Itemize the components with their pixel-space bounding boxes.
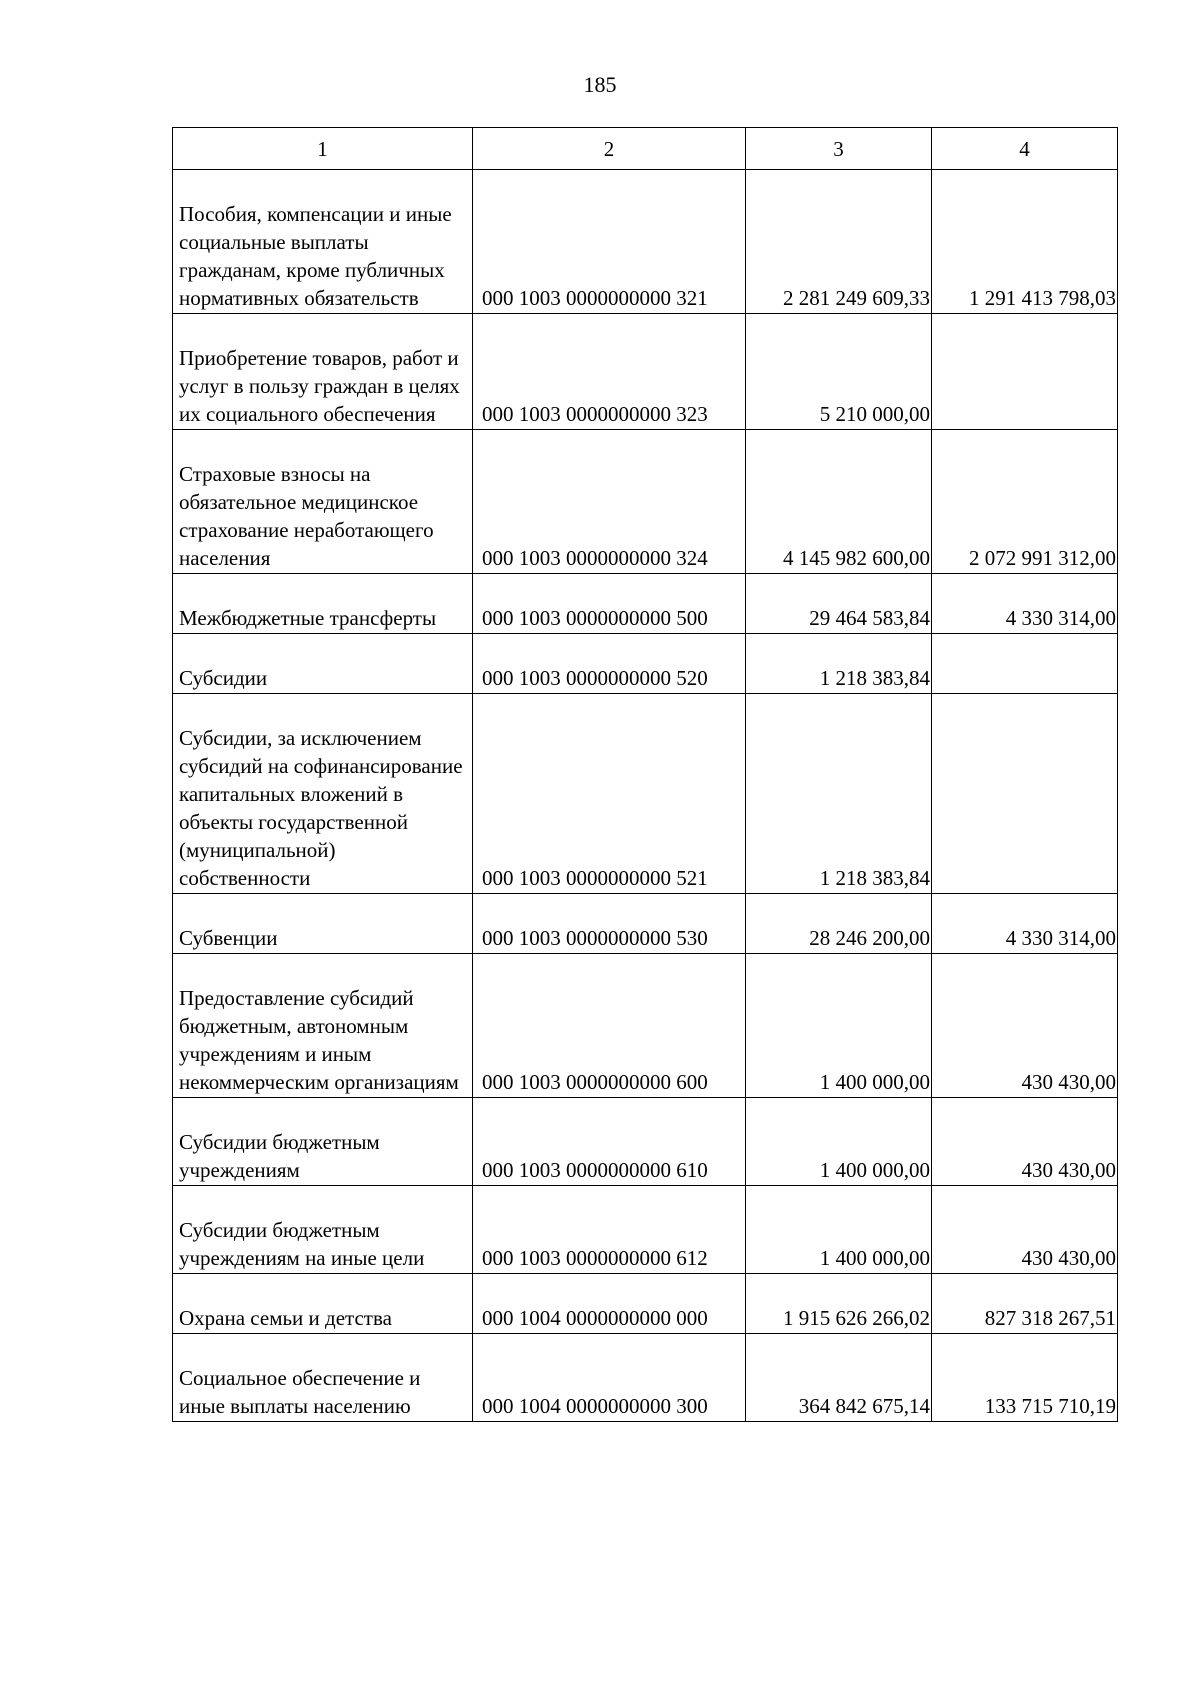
table-row	[173, 694, 1118, 894]
table-row	[173, 1098, 1118, 1186]
row-name-cell: Субсидии, за исключением субсидий на софинансирование капитальных вложений в объекты государственной (муниципальной) собственности	[173, 694, 473, 894]
row-col4-cell	[932, 314, 1118, 430]
row-col4-cell: 430 430,00	[932, 1186, 1118, 1274]
row-name-cell: Приобретение товаров, работ и услуг в пользу граждан в целях их социального обеспечения	[173, 314, 473, 430]
row-name-cell: Охрана семьи и детства	[173, 1274, 473, 1334]
row-col4-cell: 4 330 314,00	[932, 894, 1118, 954]
header-row	[173, 128, 1118, 170]
row-code-cell: 000 1003 0000000000 521	[473, 694, 746, 894]
row-code-cell: 000 1003 0000000000 520	[473, 634, 746, 694]
row-code-cell: 000 1003 0000000000 500	[473, 574, 746, 634]
row-col3-cell: 5 210 000,00	[746, 314, 932, 430]
table-row	[173, 1186, 1118, 1274]
table-header	[173, 128, 1118, 170]
row-name-cell: Субсидии	[173, 634, 473, 694]
row-col4-cell: 1 291 413 798,03	[932, 170, 1118, 314]
row-name-cell: Субвенции	[173, 894, 473, 954]
row-name-cell: Межбюджетные трансферты	[173, 574, 473, 634]
row-code-cell: 000 1003 0000000000 612	[473, 1186, 746, 1274]
table-row	[173, 634, 1118, 694]
row-code-cell: 000 1003 0000000000 610	[473, 1098, 746, 1186]
row-code-cell: 000 1003 0000000000 324	[473, 430, 746, 574]
row-col3-cell: 364 842 675,14	[746, 1334, 932, 1422]
row-col4-cell	[932, 694, 1118, 894]
row-col3-cell: 1 218 383,84	[746, 634, 932, 694]
row-col3-cell: 1 400 000,00	[746, 1098, 932, 1186]
row-col3-cell: 1 400 000,00	[746, 954, 932, 1098]
row-col3-cell: 1 218 383,84	[746, 694, 932, 894]
table-row	[173, 1334, 1118, 1422]
header-col-3: 3	[746, 128, 932, 170]
table-row	[173, 430, 1118, 574]
budget-table	[172, 127, 1118, 1422]
row-col4-cell: 133 715 710,19	[932, 1334, 1118, 1422]
row-col4-cell: 2 072 991 312,00	[932, 430, 1118, 574]
header-col-2: 2	[473, 128, 746, 170]
row-col3-cell: 2 281 249 609,33	[746, 170, 932, 314]
row-name-cell: Субсидии бюджетным учреждениям	[173, 1098, 473, 1186]
row-code-cell: 000 1003 0000000000 530	[473, 894, 746, 954]
row-col4-cell: 430 430,00	[932, 954, 1118, 1098]
row-name-cell: Пособия, компенсации и иные социальные выплаты гражданам, кроме публичных нормативных обязательств	[173, 170, 473, 314]
row-col3-cell: 28 246 200,00	[746, 894, 932, 954]
row-col3-cell: 29 464 583,84	[746, 574, 932, 634]
row-col4-cell	[932, 634, 1118, 694]
row-name-cell: Страховые взносы на обязательное медицинское страхование неработающего населения	[173, 430, 473, 574]
row-code-cell: 000 1003 0000000000 600	[473, 954, 746, 1098]
page-number: 185	[583, 72, 617, 97]
header-col-1: 1	[173, 128, 473, 170]
row-col3-cell: 4 145 982 600,00	[746, 430, 932, 574]
table-row	[173, 1274, 1118, 1334]
table-row	[173, 574, 1118, 634]
header-col-4: 4	[932, 128, 1118, 170]
row-code-cell: 000 1003 0000000000 321	[473, 170, 746, 314]
table-row	[173, 894, 1118, 954]
row-code-cell: 000 1004 0000000000 000	[473, 1274, 746, 1334]
row-name-cell: Предоставление субсидий бюджетным, автономным учреждениям и иным некоммерческим организациям	[173, 954, 473, 1098]
table-row	[173, 170, 1118, 314]
row-col3-cell: 1 400 000,00	[746, 1186, 932, 1274]
row-name-cell: Субсидии бюджетным учреждениям на иные цели	[173, 1186, 473, 1274]
row-col3-cell: 1 915 626 266,02	[746, 1274, 932, 1334]
table-body	[173, 170, 1118, 1422]
row-code-cell: 000 1003 0000000000 323	[473, 314, 746, 430]
row-col4-cell: 430 430,00	[932, 1098, 1118, 1186]
row-col4-cell: 4 330 314,00	[932, 574, 1118, 634]
table-row	[173, 314, 1118, 430]
row-name-cell: Социальное обеспечение и иные выплаты населению	[173, 1334, 473, 1422]
row-col4-cell: 827 318 267,51	[932, 1274, 1118, 1334]
table-row	[173, 954, 1118, 1098]
row-code-cell: 000 1004 0000000000 300	[473, 1334, 746, 1422]
